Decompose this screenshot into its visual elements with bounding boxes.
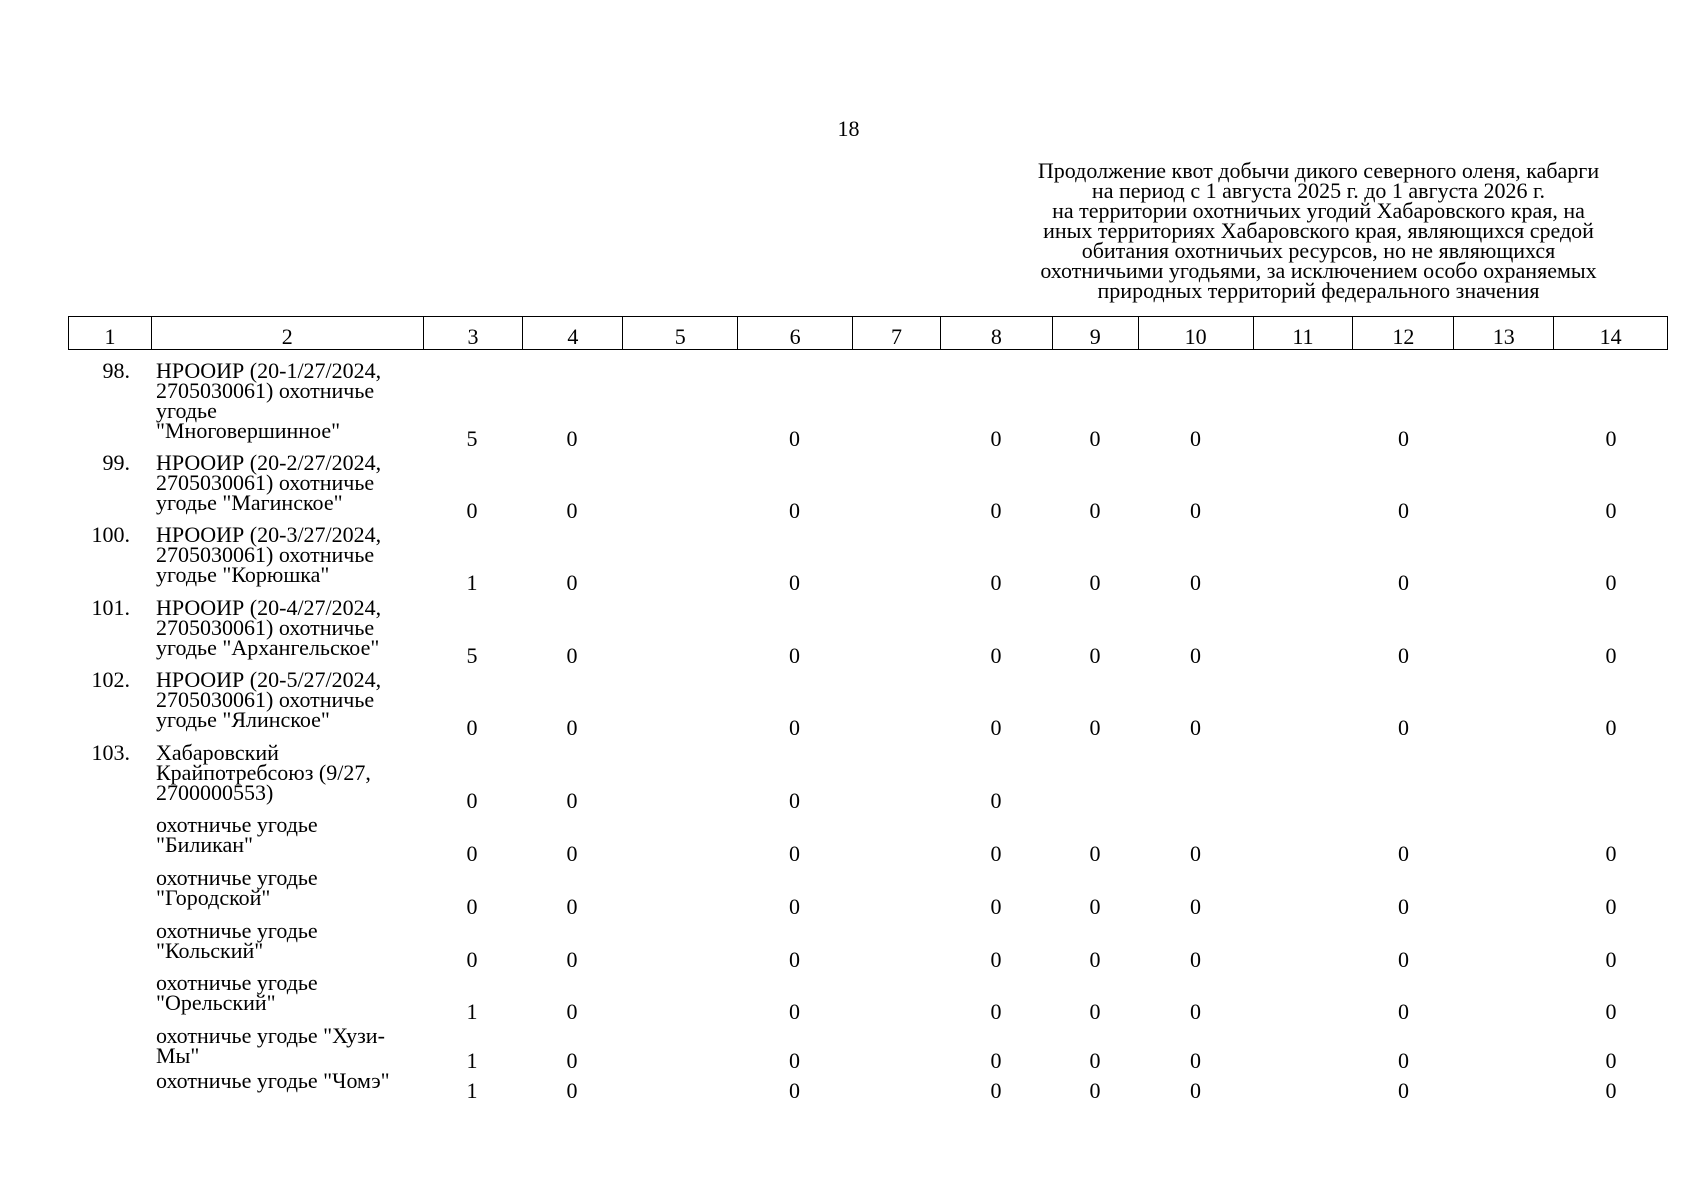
value-cell-col-9: 0 xyxy=(1089,947,1101,972)
value-cell-col-14: 0 xyxy=(1605,841,1617,866)
table-row xyxy=(68,1023,1668,1073)
value-cell-col-9: 0 xyxy=(1089,570,1101,595)
row-name xyxy=(156,358,426,443)
value-cell-col-6: 0 xyxy=(789,1078,800,1103)
table-row xyxy=(68,358,1668,451)
row-name-line: угодье "Корюшка" xyxy=(156,562,330,587)
row-name xyxy=(156,450,426,515)
value-cell-col-10: 0 xyxy=(1190,643,1201,668)
row-name-line: НРООИР (20-4/27/2024, xyxy=(156,595,382,620)
row-name-line: охотничье угодье xyxy=(156,970,318,995)
value-cell-col-6: 0 xyxy=(789,498,800,523)
value-cell-col-9: 0 xyxy=(1089,426,1101,451)
value-cell-col-14: 0 xyxy=(1605,1078,1617,1103)
document-title xyxy=(1006,158,1631,303)
value-cell-col-10: 0 xyxy=(1190,1078,1201,1103)
value-cell-col-8: 0 xyxy=(990,643,1002,668)
row-name-line: "Кольский" xyxy=(156,938,264,963)
value-cell-col-10: 0 xyxy=(1190,1048,1201,1073)
row-name-line: 2705030061) охотничье xyxy=(156,470,375,495)
row-name-line: Мы" xyxy=(156,1043,200,1068)
value-cell-col-6: 0 xyxy=(789,894,800,919)
header-cell: 4 xyxy=(522,317,622,349)
title-line: на период с 1 августа 2025 г. до 1 августа 2026 г. xyxy=(1091,178,1546,203)
value-cell-col-9: 0 xyxy=(1089,999,1101,1024)
row-number: 98. xyxy=(102,358,130,383)
title-line: на территории охотничьих угодий Хабаровского края, на xyxy=(1052,198,1585,223)
header-cell: 9 xyxy=(1052,317,1138,349)
row-name-line: "Городской" xyxy=(156,885,271,910)
value-cell-col-9: 0 xyxy=(1089,643,1101,668)
row-name-line: угодье "Магинское" xyxy=(156,490,343,515)
table-row xyxy=(68,865,1668,919)
row-name-line: "Биликан" xyxy=(156,832,254,857)
value-cell-col-6: 0 xyxy=(789,841,800,866)
table-row xyxy=(68,595,1668,668)
table-row xyxy=(68,450,1668,523)
value-cell-col-14: 0 xyxy=(1605,570,1617,595)
row-number: 100. xyxy=(91,522,130,547)
value-cell-col-9: 0 xyxy=(1089,1078,1101,1103)
row-name-line: "Многовершинное" xyxy=(156,418,341,443)
header-cell: 3 xyxy=(423,317,523,349)
value-cell-col-6: 0 xyxy=(789,947,800,972)
page-number: 18 xyxy=(837,116,860,141)
row-name-line: Хабаровский xyxy=(156,740,279,765)
row-name xyxy=(156,1068,426,1093)
value-cell-col-8: 0 xyxy=(990,947,1002,972)
value-cell-col-6: 0 xyxy=(789,1048,800,1073)
value-cell-col-12: 0 xyxy=(1398,643,1409,668)
header-cell: 13 xyxy=(1453,317,1553,349)
value-cell-col-14: 0 xyxy=(1605,426,1617,451)
value-cell-col-4: 0 xyxy=(566,788,578,813)
value-cell-col-8: 0 xyxy=(990,715,1002,740)
value-cell-col-14: 0 xyxy=(1605,643,1617,668)
row-name-line: "Орельский" xyxy=(156,990,276,1015)
value-cell-col-8: 0 xyxy=(990,841,1002,866)
value-cell-col-8: 0 xyxy=(990,498,1002,523)
value-cell-col-3: 0 xyxy=(466,788,478,813)
value-cell-col-3: 0 xyxy=(466,841,478,866)
value-cell-col-6: 0 xyxy=(789,715,800,740)
value-cell-col-12: 0 xyxy=(1398,570,1409,595)
header-cell: 11 xyxy=(1253,317,1353,349)
header-cell: 5 xyxy=(622,317,737,349)
header-cell: 8 xyxy=(940,317,1052,349)
row-name-line: охотничье угодье xyxy=(156,918,318,943)
value-cell-col-9: 0 xyxy=(1089,841,1101,866)
table-row xyxy=(68,1068,1668,1103)
header-cell: 12 xyxy=(1352,317,1453,349)
row-name xyxy=(156,865,426,910)
row-number: 103. xyxy=(91,740,130,765)
value-cell-col-4: 0 xyxy=(566,1048,578,1073)
header-cell: 10 xyxy=(1138,317,1253,349)
table-row xyxy=(68,812,1668,866)
row-name-line: охотничье угодье xyxy=(156,812,318,837)
value-cell-col-10: 0 xyxy=(1190,715,1201,740)
row-name xyxy=(156,1023,426,1068)
row-number: 102. xyxy=(91,667,130,692)
row-name xyxy=(156,970,426,1015)
value-cell-col-12: 0 xyxy=(1398,1078,1409,1103)
value-cell-col-9: 0 xyxy=(1089,894,1101,919)
value-cell-col-14: 0 xyxy=(1605,498,1617,523)
value-cell-col-10: 0 xyxy=(1190,841,1201,866)
header-cell: 7 xyxy=(852,317,940,349)
value-cell-col-6: 0 xyxy=(789,570,800,595)
value-cell-col-10: 0 xyxy=(1190,426,1201,451)
row-name-line: угодье "Архангельское" xyxy=(156,635,380,660)
value-cell-col-4: 0 xyxy=(566,570,578,595)
value-cell-col-8: 0 xyxy=(990,1078,1002,1103)
value-cell-col-10: 0 xyxy=(1190,570,1201,595)
value-cell-col-4: 0 xyxy=(566,426,578,451)
value-cell-col-8: 0 xyxy=(990,894,1002,919)
value-cell-col-3: 1 xyxy=(466,570,478,595)
row-name xyxy=(156,740,426,805)
value-cell-col-4: 0 xyxy=(566,894,578,919)
value-cell-col-14: 0 xyxy=(1605,894,1617,919)
value-cell-col-12: 0 xyxy=(1398,426,1409,451)
value-cell-col-4: 0 xyxy=(566,715,578,740)
value-cell-col-6: 0 xyxy=(789,999,800,1024)
row-name-line: Крайпотребсоюз (9/27, xyxy=(156,760,371,785)
header-cell: 6 xyxy=(737,317,852,349)
row-name xyxy=(156,667,426,732)
title-line: природных территорий федерального значения xyxy=(1097,278,1540,303)
value-cell-col-3: 0 xyxy=(466,894,478,919)
value-cell-col-4: 0 xyxy=(566,1078,578,1103)
row-name-line: угодье "Ялинское" xyxy=(156,707,330,732)
value-cell-col-4: 0 xyxy=(566,643,578,668)
row-name-line: 2705030061) охотничье xyxy=(156,378,375,403)
row-name-line: 2705030061) охотничье xyxy=(156,542,375,567)
value-cell-col-3: 1 xyxy=(466,1078,478,1103)
value-cell-col-3: 5 xyxy=(466,643,478,668)
value-cell-col-6: 0 xyxy=(789,788,800,813)
table-row xyxy=(68,918,1668,972)
value-cell-col-4: 0 xyxy=(566,841,578,866)
header-cell: 14 xyxy=(1553,317,1667,349)
value-cell-col-8: 0 xyxy=(990,570,1002,595)
value-cell-col-4: 0 xyxy=(566,498,578,523)
title-line: Продолжение квот добычи дикого северного оленя, кабарги xyxy=(1037,158,1600,183)
value-cell-col-3: 0 xyxy=(466,498,478,523)
value-cell-col-3: 5 xyxy=(466,426,478,451)
title-line: охотничьими угодьями, за исключением особо охраняемых xyxy=(1040,258,1597,283)
row-name xyxy=(156,918,426,963)
table-row xyxy=(68,667,1668,740)
value-cell-col-10: 0 xyxy=(1190,999,1201,1024)
value-cell-col-4: 0 xyxy=(566,999,578,1024)
row-number: 99. xyxy=(102,450,130,475)
row-name xyxy=(156,595,426,660)
row-name-line: НРООИР (20-3/27/2024, xyxy=(156,522,382,547)
row-name-line: 2700000553) xyxy=(156,780,274,805)
value-cell-col-8: 0 xyxy=(990,999,1002,1024)
value-cell-col-10: 0 xyxy=(1190,498,1201,523)
value-cell-col-8: 0 xyxy=(990,1048,1002,1073)
value-cell-col-14: 0 xyxy=(1605,715,1617,740)
row-name-line: охотничье угодье xyxy=(156,865,318,890)
table-row xyxy=(68,970,1668,1024)
title-line: обитания охотничьих ресурсов, но не являющихся xyxy=(1081,238,1556,263)
title-line: иных территориях Хабаровского края, являющихся средой xyxy=(1043,218,1594,243)
row-name-line: 2705030061) охотничье xyxy=(156,687,375,712)
value-cell-col-12: 0 xyxy=(1398,894,1409,919)
table-row xyxy=(68,522,1668,595)
value-cell-col-14: 0 xyxy=(1605,1048,1617,1073)
row-name-line: 2705030061) охотничье xyxy=(156,615,375,640)
row-name-line: НРООИР (20-1/27/2024, xyxy=(156,358,382,383)
row-name-line: НРООИР (20-2/27/2024, xyxy=(156,450,382,475)
value-cell-col-3: 0 xyxy=(466,715,478,740)
value-cell-col-6: 0 xyxy=(789,643,800,668)
value-cell-col-8: 0 xyxy=(990,426,1002,451)
row-name-line: охотничье угодье "Чомэ" xyxy=(156,1068,390,1093)
value-cell-col-9: 0 xyxy=(1089,1048,1101,1073)
row-name-line: охотничье угодье "Хузи- xyxy=(156,1023,385,1048)
value-cell-col-3: 0 xyxy=(466,947,478,972)
value-cell-col-12: 0 xyxy=(1398,841,1409,866)
header-cell: 1 xyxy=(104,324,116,349)
value-cell-col-9: 0 xyxy=(1089,715,1101,740)
value-cell-col-6: 0 xyxy=(789,426,800,451)
header-cell: 2 xyxy=(151,317,423,349)
value-cell-col-4: 0 xyxy=(566,947,578,972)
value-cell-col-12: 0 xyxy=(1398,947,1409,972)
row-name-line: НРООИР (20-5/27/2024, xyxy=(156,667,382,692)
value-cell-col-12: 0 xyxy=(1398,715,1409,740)
value-cell-col-12: 0 xyxy=(1398,498,1409,523)
table-header-row xyxy=(68,316,1668,350)
row-number: 101. xyxy=(91,595,130,620)
value-cell-col-12: 0 xyxy=(1398,1048,1409,1073)
value-cell-col-10: 0 xyxy=(1190,947,1201,972)
row-name xyxy=(156,812,426,857)
row-name xyxy=(156,522,426,587)
value-cell-col-10: 0 xyxy=(1190,894,1201,919)
value-cell-col-8: 0 xyxy=(990,788,1002,813)
value-cell-col-3: 1 xyxy=(466,1048,478,1073)
value-cell-col-9: 0 xyxy=(1089,498,1101,523)
value-cell-col-14: 0 xyxy=(1605,947,1617,972)
value-cell-col-12: 0 xyxy=(1398,999,1409,1024)
table-row xyxy=(68,740,1668,813)
value-cell-col-3: 1 xyxy=(466,999,478,1024)
row-name-line: угодье xyxy=(156,398,217,423)
value-cell-col-14: 0 xyxy=(1605,999,1617,1024)
